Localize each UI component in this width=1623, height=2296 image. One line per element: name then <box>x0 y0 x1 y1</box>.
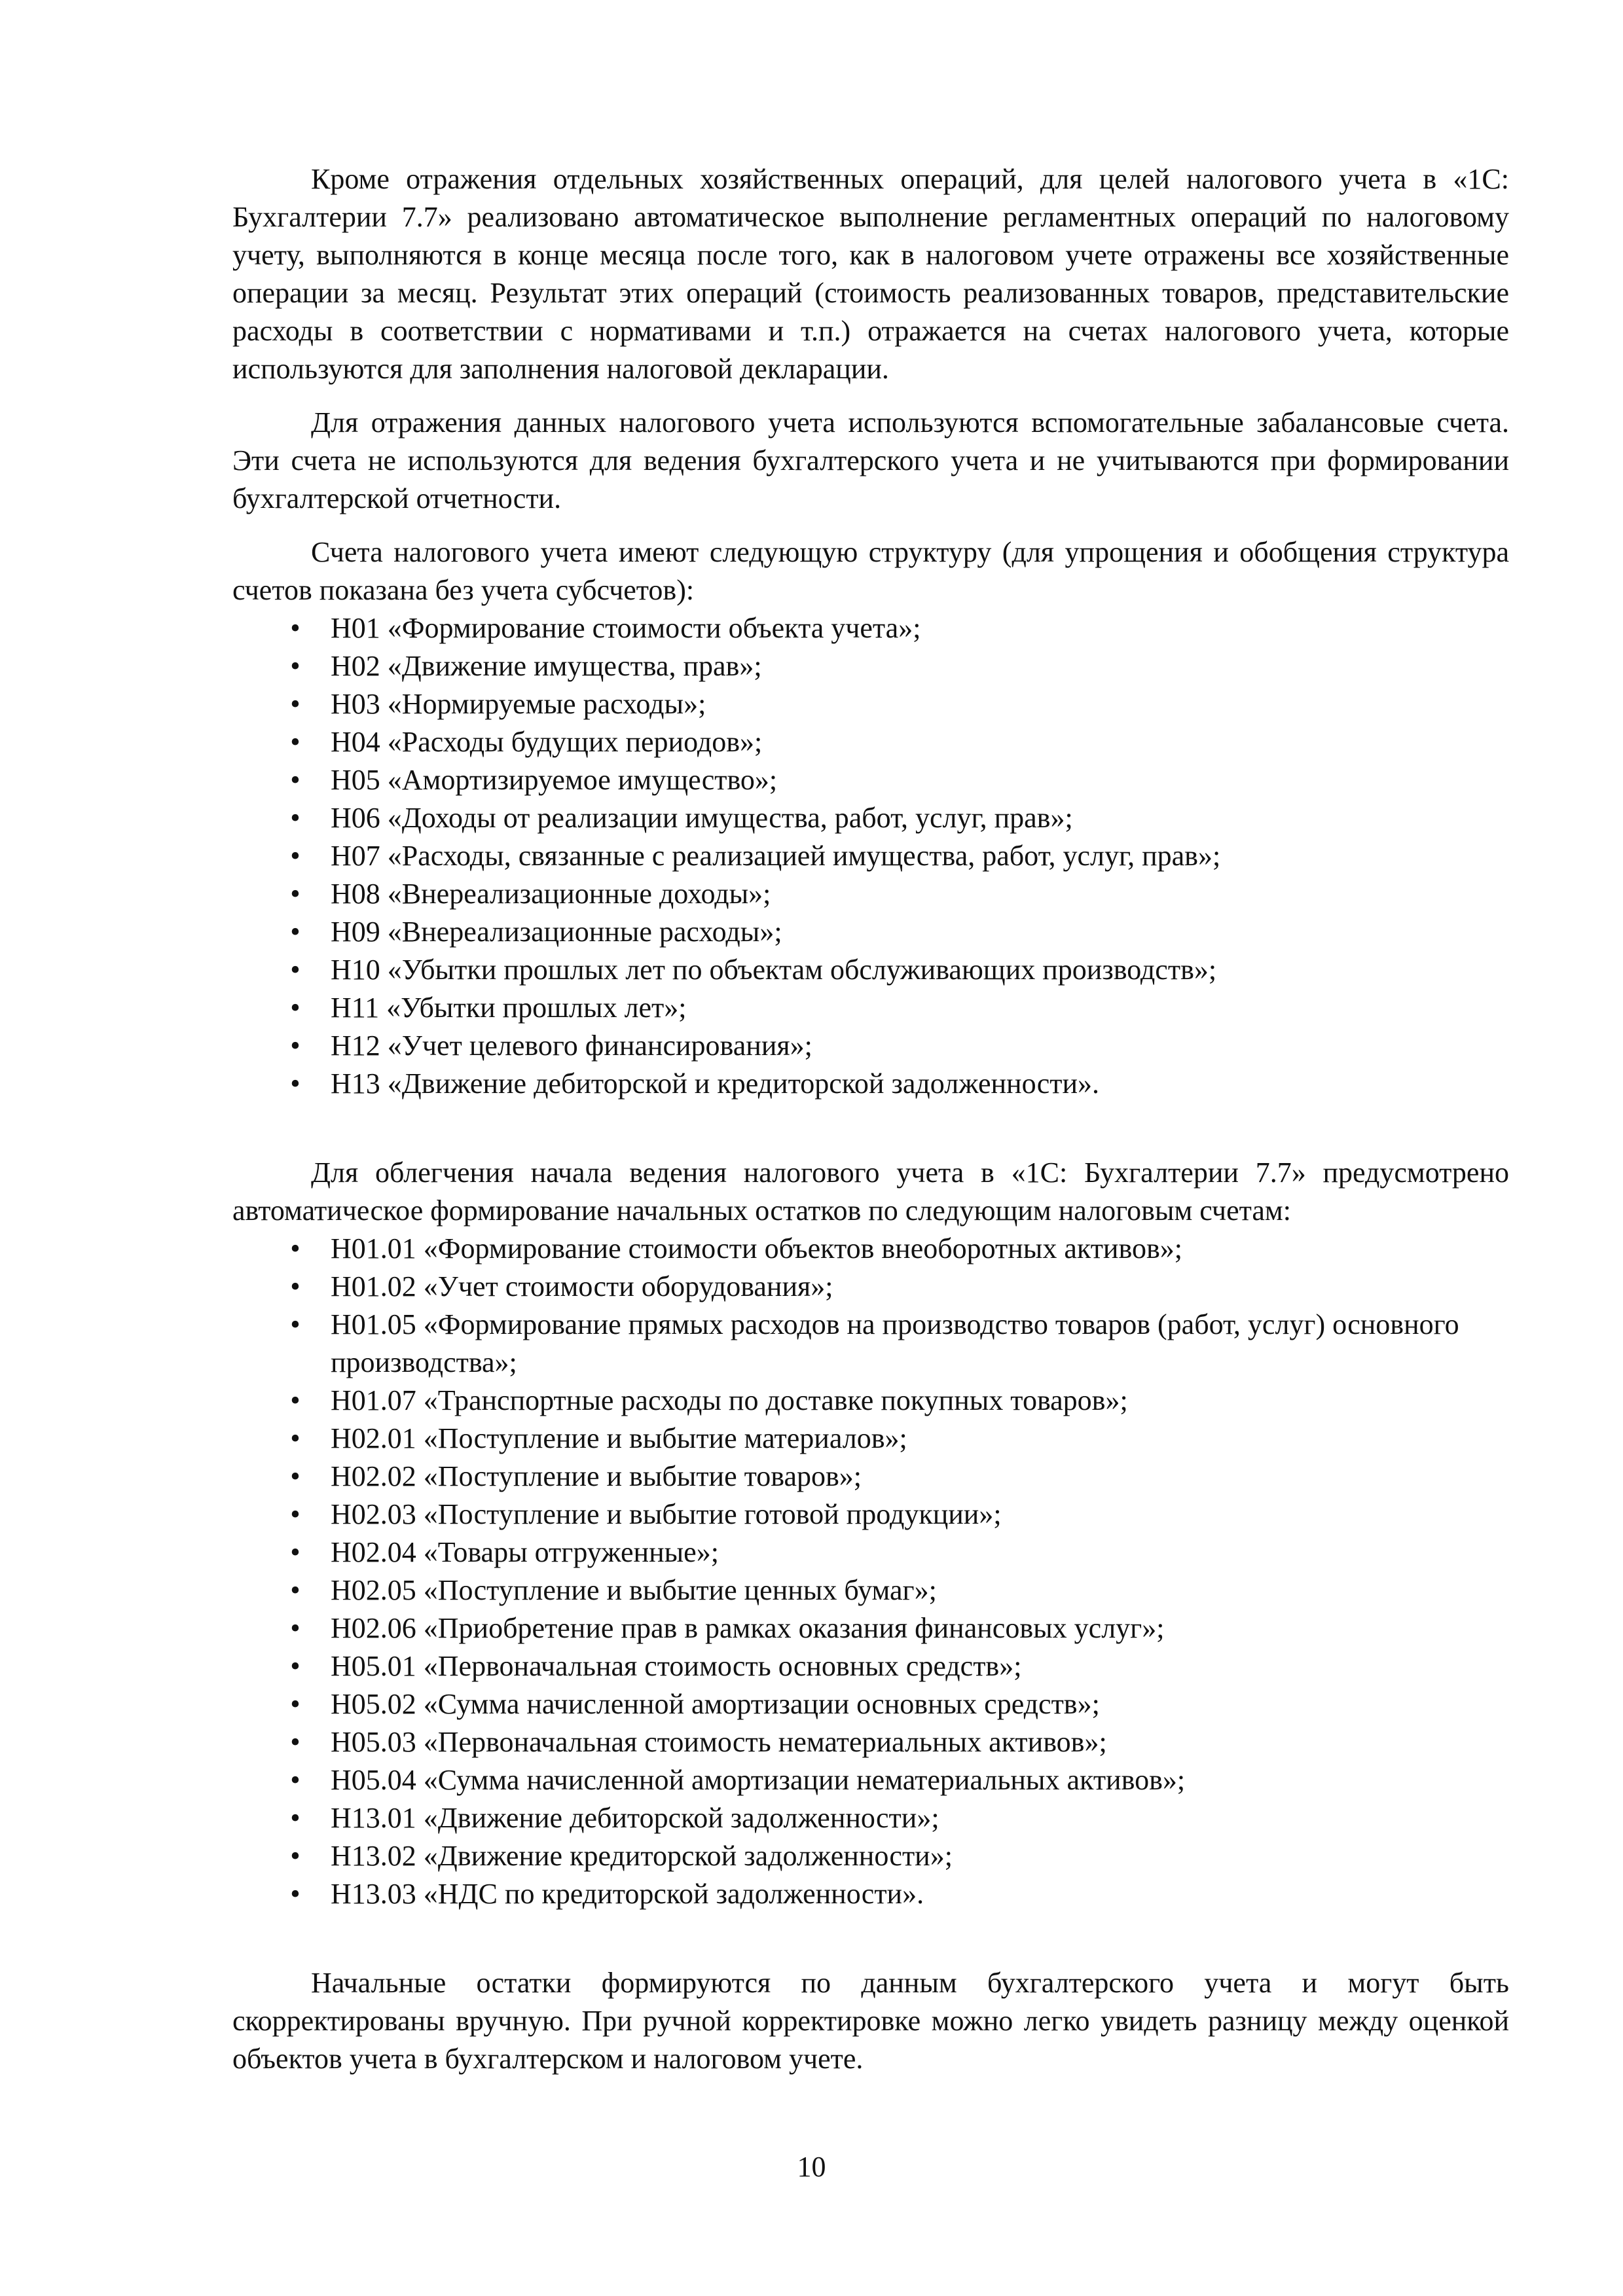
list-item <box>232 1571 1509 1609</box>
list-item <box>232 1496 1509 1534</box>
list-item <box>232 1875 1509 1913</box>
list-item <box>232 1458 1509 1496</box>
list-item <box>232 875 1509 913</box>
list-item <box>232 1065 1509 1103</box>
document-page <box>232 160 1509 2078</box>
bullet-icon: • <box>290 1878 301 1910</box>
list-item-text: Н01.01 «Формирование стоимости объектов внеоборотных активов»; <box>331 1232 1182 1265</box>
bullet-icon: • <box>290 1612 301 1644</box>
bullet-icon: • <box>290 840 301 872</box>
bullet-icon: • <box>290 954 301 986</box>
list-item <box>232 1230 1509 1268</box>
list-item <box>232 989 1509 1027</box>
bullet-icon: • <box>290 1308 301 1340</box>
bullet-icon: • <box>290 1764 301 1796</box>
list-item-text: Н04 «Расходы будущих периодов»; <box>331 726 763 758</box>
bullet-icon: • <box>290 1688 301 1720</box>
list-item <box>232 799 1509 837</box>
list-item-text: Н02.03 «Поступление и выбытие готовой продукции»; <box>331 1498 1002 1530</box>
bullet-icon: • <box>290 1840 301 1872</box>
list-item-text: Н10 «Убытки прошлых лет по объектам обслуживающих производств»; <box>331 954 1217 986</box>
paragraph-manual-correction: Начальные остатки формируются по данным бухгалтерского учета и могут быть скорректированы вручную. При ручной корректировке можно легко увидеть разницу между оценкой объектов учета в бухгалтерском и налоговом учете. <box>232 1967 1509 2075</box>
bullet-icon: • <box>290 916 301 948</box>
list-item <box>232 647 1509 685</box>
spacer <box>232 388 1509 404</box>
list-item-text: Н12 «Учет целевого финансирования»; <box>331 1030 812 1062</box>
paragraph-accounts-structure: Счета налогового учета имеют следующую структуру (для упрощения и обобщения структура счетов показана без учета субсчетов): <box>232 536 1509 606</box>
list-item-text: Н01.05 «Формирование прямых расходов на производство товаров (работ, услуг) основного производства»; <box>331 1308 1459 1378</box>
list-item <box>232 761 1509 799</box>
bullet-icon: • <box>290 1574 301 1606</box>
list-item <box>232 1761 1509 1799</box>
list-item <box>232 951 1509 989</box>
list-item <box>232 1382 1509 1420</box>
list-item <box>232 1534 1509 1571</box>
list-item <box>232 1609 1509 1647</box>
page-number: 10 <box>797 2151 826 2183</box>
list-item-text: Н06 «Доходы от реализации имущества, работ, услуг, прав»; <box>331 802 1073 834</box>
list-item-text: Н09 «Внереализационные расходы»; <box>331 916 782 948</box>
bullet-icon: • <box>290 764 301 796</box>
list-item <box>232 1647 1509 1685</box>
list-item-text: Н01.07 «Транспортные расходы по доставке покупных товаров»; <box>331 1384 1128 1416</box>
list-item-text: Н01 «Формирование стоимости объекта учета»; <box>331 612 921 644</box>
paragraph-initial-balances: Для облегчения начала ведения налогового учета в «1С: Бухгалтерии 7.7» предусмотрено автоматическое формирование начальных остатков по следующим налоговым счетам: <box>232 1157 1509 1227</box>
bullet-icon: • <box>290 1498 301 1530</box>
list-item-text: Н08 «Внереализационные доходы»; <box>331 878 771 910</box>
list-item <box>232 1723 1509 1761</box>
list-item-text: Н05.04 «Сумма начисленной амортизации нематериальных активов»; <box>331 1764 1186 1796</box>
list-item-text: Н02 «Движение имущества, прав»; <box>331 650 762 682</box>
bullet-icon: • <box>290 1270 301 1302</box>
list-item <box>232 723 1509 761</box>
list-item-text: Н01.02 «Учет стоимости оборудования»; <box>331 1270 833 1302</box>
list-item <box>232 1685 1509 1723</box>
list-item-text: Н13.02 «Движение кредиторской задолженности»; <box>331 1840 953 1872</box>
bullet-icon: • <box>290 1384 301 1416</box>
list-item-text: Н05.02 «Сумма начисленной амортизации основных средств»; <box>331 1688 1100 1720</box>
bullet-icon: • <box>290 688 301 720</box>
bullet-icon: • <box>290 1802 301 1834</box>
bullet-icon: • <box>290 1650 301 1682</box>
bullet-icon: • <box>290 1232 301 1265</box>
list-item <box>232 685 1509 723</box>
spacer <box>232 518 1509 533</box>
list-item <box>232 609 1509 647</box>
list-item-text: Н11 «Убытки прошлых лет»; <box>331 992 687 1024</box>
list-item-text: Н02.06 «Приобретение прав в рамках оказания финансовых услуг»; <box>331 1612 1165 1644</box>
list-item <box>232 1420 1509 1458</box>
list-item-text: Н05.01 «Первоначальная стоимость основных средств»; <box>331 1650 1022 1682</box>
bullet-icon: • <box>290 612 301 644</box>
list-item-text: Н13.03 «НДС по кредиторской задолженности». <box>331 1878 924 1910</box>
list-item <box>232 1799 1509 1837</box>
list-item <box>232 913 1509 951</box>
bullet-icon: • <box>290 1030 301 1062</box>
list-item <box>232 1027 1509 1065</box>
list-item-text: Н05.03 «Первоначальная стоимость нематериальных активов»; <box>331 1726 1107 1758</box>
list-item <box>232 1837 1509 1875</box>
list-item-text: Н02.05 «Поступление и выбытие ценных бумаг»; <box>331 1574 937 1606</box>
tax-subaccounts-list <box>232 1230 1509 1913</box>
bullet-icon: • <box>290 878 301 910</box>
list-item-text: Н13.01 «Движение дебиторской задолженности»; <box>331 1802 939 1834</box>
list-item <box>232 1268 1509 1306</box>
bullet-icon: • <box>290 1067 301 1100</box>
spacer <box>232 1103 1509 1154</box>
bullet-icon: • <box>290 1726 301 1758</box>
tax-accounts-list <box>232 609 1509 1103</box>
spacer <box>232 1913 1509 1964</box>
list-item <box>232 837 1509 875</box>
list-item-text: Н03 «Нормируемые расходы»; <box>331 688 706 720</box>
list-item-text: Н02.04 «Товары отгруженные»; <box>331 1536 719 1568</box>
list-item-text: Н02.02 «Поступление и выбытие товаров»; <box>331 1460 862 1492</box>
bullet-icon: • <box>290 1460 301 1492</box>
list-item-text: Н13 «Движение дебиторской и кредиторской задолженности». <box>331 1067 1099 1100</box>
list-item <box>232 1306 1509 1382</box>
list-item-text: Н02.01 «Поступление и выбытие материалов»; <box>331 1422 907 1454</box>
paragraph-off-balance-accounts: Для отражения данных налогового учета используются вспомогательные забалансовые счета. Эти счета не используются для ведения бухгалтерского учета и не учитываются при формировании бухгалтерской отчетности. <box>232 406 1509 514</box>
paragraph-tax-routine-operations: Кроме отражения отдельных хозяйственных операций, для целей налогового учета в «1С: Бухгалтерии 7.7» реализовано автоматическое выполнение регламентных операций по налоговому учету, выполняются в конце месяца после того, как в налоговом учете отражены все хозяйственные операции за месяц. Результат этих операций (стоимость реализованных товаров, представительские расходы в соответствии с нормативами и т.п.) отражается на счетах налогового учета, которые используются для заполнения налоговой декларации. <box>232 163 1509 385</box>
bullet-icon: • <box>290 650 301 682</box>
bullet-icon: • <box>290 1536 301 1568</box>
list-item-text: Н05 «Амортизируемое имущество»; <box>331 764 778 796</box>
list-item-text: Н07 «Расходы, связанные с реализацией имущества, работ, услуг, прав»; <box>331 840 1221 872</box>
bullet-icon: • <box>290 726 301 758</box>
bullet-icon: • <box>290 992 301 1024</box>
bullet-icon: • <box>290 1422 301 1454</box>
bullet-icon: • <box>290 802 301 834</box>
